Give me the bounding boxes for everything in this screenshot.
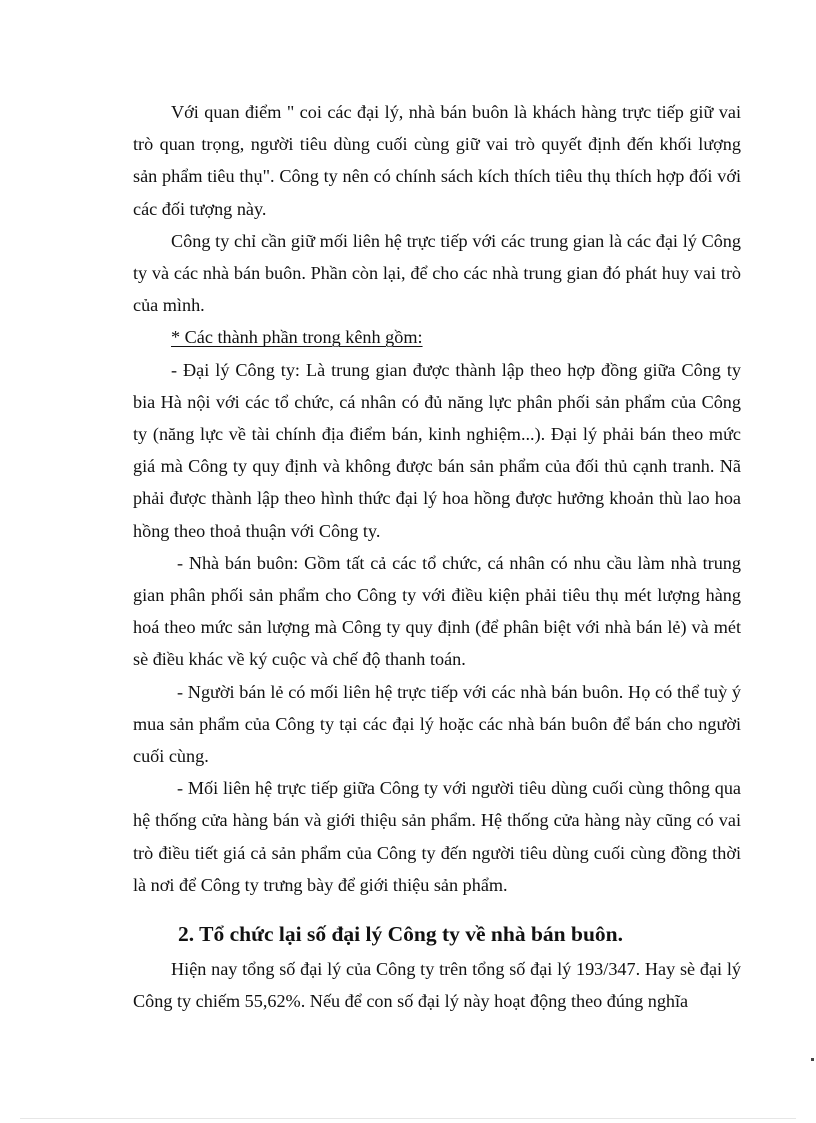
paragraph-wholesalers: - Nhà bán buôn: Gồm tất cả các tổ chức, cá nhân có nhu cầu làm nhà trung gian phân phối sản phẩm cho Công ty với điều kiện phải tiêu thụ mét lượng hàng hoá theo mức sản lượng mà Công ty quy định (để phân biệt với nhà bán lẻ) và mét sè điều khác về ký cuộc và chế độ thanh toán. [133, 552, 741, 670]
paragraph-company-agents: - Đại lý Công ty: Là trung gian được thành lập theo hợp đồng giữa Công ty bia Hà nội với các tổ chức, cá nhân có đủ năng lực phân phối sản phẩm của Công ty (năng lực về tài chính địa điểm bán, kinh nghiệm...). Đại lý phải bán theo mức giá mà Công ty quy định và không được bán sản phẩm của đối thủ cạnh tranh. Nã phải được thành lập theo hình thức đại lý hoa hồng được hưởng khoản thù lao hoa hồng theo thoả thuận với Công ty. [133, 359, 741, 541]
paragraph-agent-count: Hiện nay tổng số đại lý của Công ty trên tổng số đại lý 193/347. Hay sè đại lý Công ty chiếm 55,62%. Nếu để con số đại lý này hoạt động theo đúng nghĩa [133, 959, 741, 1012]
channel-components-heading [133, 321, 741, 353]
paragraph-direct-contact: Công ty chỉ cần giữ mối liên hệ trực tiếp với các trung gian là các đại lý Công ty và các nhà bán buôn. Phần còn lại, để cho các nhà trung gian đó phát huy vai trò của mình. [133, 230, 741, 316]
scan-dot [811, 1058, 814, 1061]
paragraph-viewpoint: Với quan điểm " coi các đại lý, nhà bán buôn là khách hàng trực tiếp giữ vai trò quan trọng, người tiêu dùng cuối cùng giữ vai trò quyết định đến khối lượng sản phẩm tiêu thụ". Công ty nên có chính sách kích thích tiêu thụ thích hợp đối với các đối tượng này. [133, 102, 741, 219]
section-heading: 2. Tổ chức lại số đại lý Công ty về nhà bán buôn. [178, 922, 624, 947]
page-bottom-edge [20, 1118, 796, 1119]
channel-components-label: * Các thành phần trong kênh gồm: [171, 327, 423, 348]
paragraph-retailers: - Người bán lẻ có mối liên hệ trực tiếp với các nhà bán buôn. Họ có thể tuỳ ý mua sản phẩm của Công ty tại các đại lý hoặc các nhà bán buôn để bán cho người cuối cùng. [133, 681, 741, 767]
paragraph-direct-consumers: - Mối liên hệ trực tiếp giữa Công ty với người tiêu dùng cuối cùng thông qua hệ thống cửa hàng bán và giới thiệu sản phẩm. Hệ thống cửa hàng này cũng có vai trò điều tiết giá cả sản phẩm của Công ty đến người tiêu dùng cuối cùng đồng thời là nơi để Công ty trưng bày để giới thiệu sản phẩm. [133, 778, 741, 895]
document-body [133, 96, 741, 1017]
